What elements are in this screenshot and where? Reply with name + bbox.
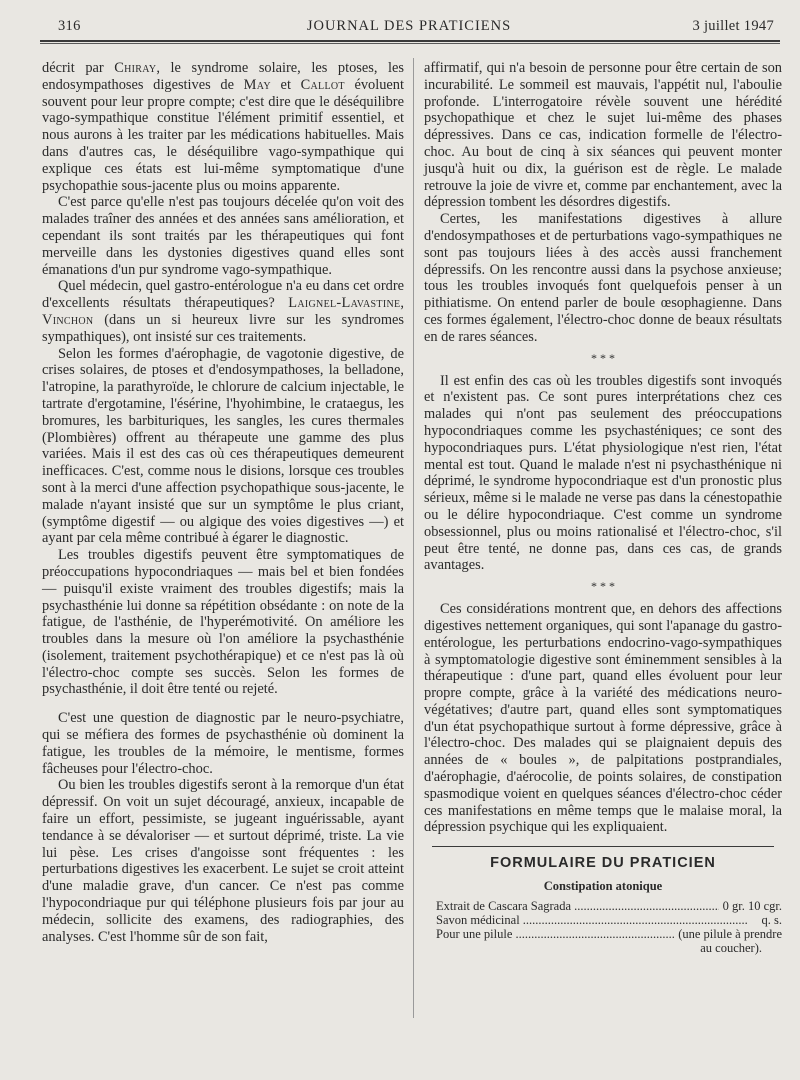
page-number: 316 — [58, 18, 81, 34]
author-name: May — [243, 76, 271, 93]
running-header — [44, 16, 774, 40]
paragraph: Il est enfin des cas où les troubles digestifs sont invoqués et n'existent pas. Ce sont pures interprétations chez ces malades qui n'ont pas seulement des préoccupations hypocondriaques comme les psychasténiques; ce sont des hypocondriaques purs. L'état physiologique n'est rien, l'état mental est tout. Quand le malade n'est ni psychasthénique ni déprimé, le syndrome hypocondriaque est d'un pronostic plus sérieux, même si le malade ne verse pas dans la cénestopathie ou le délire hypocondriaque. C'est comme un syndrome obsessionnel, plus ou moins rationalisé et l'électro-choc, s'il peut être tenté, ne donne pas, dans ces cas, de grands avantages. — [424, 372, 782, 574]
formulaire-subtitle: Constipation atonique — [543, 879, 663, 894]
prescription-line — [436, 913, 782, 927]
header-rule-thin — [40, 43, 780, 44]
prescription-line — [436, 899, 782, 913]
prescription-line — [436, 927, 782, 941]
section-break-asterism: * * * — [591, 350, 615, 365]
journal-title: JOURNAL DES PRATICIENS — [306, 18, 512, 34]
author-name: Vinchon — [42, 311, 94, 328]
ingredient-dose-continued: au coucher). — [700, 940, 762, 955]
paragraph: Ces considérations montrent que, en dehors des affections digestives nettement organiques, qui sont l'apanage du gastro-entérologue, les perturbations endocrino-vago-sympathiques à symptomatologie digestive sont éminemment sensibles à la thérapeutique : d'une part, quand elles évoluent pour leur propre compte, grâce à la variété des médications neuro-végétatives; d'autre part, quand elles sont symptomatiques d'un état psychopathique surtout à forme dépressive, grâce à l'électro-choc. Des malades qui se plaignaient depuis des années de « boules », de palpitations postprandiales, d'aérophagie, d'aérocolie, de points solaires, de constipation spasmodique voient en quelques séances d'électro-choc céder ces manifestations en même temps que le malaise moral, la dépression psychique qui les expliquaient. — [424, 601, 782, 836]
ingredient-dose: 0 gr. 10 cgr. — [722, 898, 782, 913]
section-break-asterism: * * * — [591, 579, 615, 594]
paragraph: Certes, les manifestations digestives à allure d'endosympathoses et de perturbations vago-sympathiques ne sont pas toujours liées à des accès aussi franchement dépressifs. On les rencontre aussi dans la psychose anxieuse; tous les troubles invoqués font quelquefois penser à un pithiatisme. On entend parler de boule œsophagienne. Dans ces formes également, l'électro-choc donne de beaux résultats en de rares séances. — [424, 211, 782, 345]
column-divider — [413, 58, 414, 1018]
left-column — [42, 60, 404, 945]
formulaire-box — [424, 846, 782, 955]
paragraph: Quel médecin, quel gastro-entérologue n'a eu dans cet ordre d'excellents résultats thérapeutiques? Laignel-Lavastine, Vinchon (dans un si heureux livre sur les syndromes sympathiques), ont insisté sur ces traitements. — [42, 278, 404, 345]
author-name: Callot — [300, 76, 345, 93]
author-name: Chiray — [114, 60, 157, 76]
paragraph: décrit par Chiray, le syndrome solaire, les ptoses, les endosympathoses digestives de May et Callot évoluent souvent pour leur propre compte; c'est dire que le déséquilibre vago-sympathique constitue l'élément primitif essentiel, et nous aurons à les traiter par les médications habituelles. Mais dans d'autres cas, le déséquilibre vago-sympathique qui explique ces états est lui-même symptomatique d'une psychopathie sous-jacente plus ou moins apparente. — [42, 60, 404, 194]
ingredient-name: Savon médicinal ..... — [436, 913, 758, 927]
prescription — [424, 899, 782, 955]
right-column — [424, 60, 782, 955]
header-rule — [40, 40, 780, 42]
paragraph: Selon les formes d'aérophagie, de vagotonie digestive, de crises solaires, de ptoses et d'endosympathoses, la belladone, l'atropine, la parathyroïde, le chlorure de calcium injectable, le tartrate d'ergotamine, l'ésérine, l'hyohimbine, le crataegus, les bromures, les barbituriques, les sangles, les cures thermales (Plombières) offrent au thérapeute une gamme des plus variées. Mais il est des cas où ces thérapeutiques demeurent inefficaces. C'est, comme nous le disions, lorsque ces troubles sont à la merci d'une affection psychopathique sous-jacente, le malade n'ayant insisté que sur un symptôme le plus criant, (symptôme digestif — ou algique des voies digestives —) et ayant par cela même contribué à égarer le diagnostic. — [42, 345, 404, 547]
ingredient-dose: q. s. — [761, 912, 782, 927]
ingredient-name: Extrait de Cascara Sagrada ..... — [436, 899, 719, 913]
ingredient-name: Pour une pilule ..... — [436, 927, 674, 941]
formulaire-title: FORMULAIRE DU PRATICIEN — [490, 855, 716, 872]
paragraph: C'est une question de diagnostic par le neuro-psychiatre, qui se méfiera des formes de psychasthénie où dominent la fatigue, les troubles de la mémoire, le mentisme, formes fâcheuses pour l'électro-choc. — [42, 710, 404, 777]
author-name: Laignel-Lavastine — [288, 295, 401, 312]
formulaire-rule — [432, 846, 774, 847]
paragraph: Ou bien les troubles digestifs seront à la remorque d'un état dépressif. On voit un sujet découragé, anxieux, incapable de faire un effort, pessimiste, se jugeant inguérissable, ayant tendance à se dévaloriser — et surtout déprimé, triste. La vie lui pèse. Les crises d'angoisse sont fréquentes : les perturbations digestives les exacerbent. Le sujet se croit atteint d'une maladie grave, d'un cancer. Ce n'est pas comme l'hypocondriaque pur qui téléphone plusieurs fois par jour au médecin, sollicite des examens, des radiographies, des analyses. C'est l'homme sûr de son fait, — [42, 777, 404, 945]
ingredient-dose: (une pilule à prendre — [678, 926, 782, 941]
paragraph: Les troubles digestifs peuvent être symptomatiques de préoccupations hypocondriaques — mais bel et bien fondées — puisqu'il existe vraiment des troubles digestifs; mais la psychasthénie lui donne sa répétition obsédante : on note de la fatigue, de l'asthénie, de l'hyperémotivité. On améliore les troubles dans la mesure où l'on améliore la psychasthénie (isolement, traitement psychothérapique) et ce n'est pas là où l'électro-choc compte ses succès. Selon les formes de psychasthénie, il doit être tenté ou rejeté. — [42, 547, 404, 698]
paragraph: C'est parce qu'elle n'est pas toujours décelée qu'on voit des malades traîner des années et des années sans amélioration, et cependant ils sont traités par les thérapeutiques qui font merveille dans les dystonies digestives quand elles sont émanations d'un pur syndrome vago-sympathique. — [42, 194, 404, 278]
paragraph: affirmatif, qui n'a besoin de personne pour être certain de son incurabilité. Le sommeil est mauvais, l'appétit nul, l'aboulie profonde. L'interrogatoire révèle souvent une hérédité psychopathique et chez le sujet lui-même des phases dépressives. Dans ce cas, indication formelle de l'électro-choc. Au bout de cinq à six séances qui peuvent monter jusqu'à huit ou dix, la guérison est de règle. Le malade retrouve la joie de vivre et, comme par enchantement, avec la dépression tombent les désordres digestifs. — [424, 60, 782, 211]
issue-date: 3 juillet 1947 — [692, 18, 774, 34]
